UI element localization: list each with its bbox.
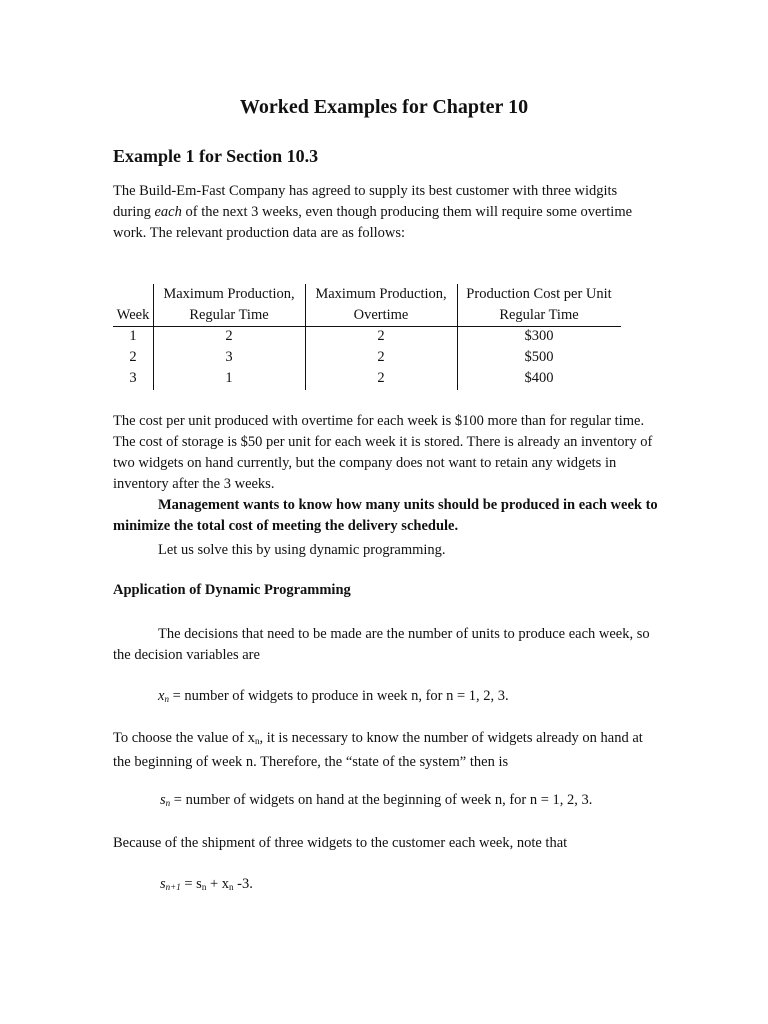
table-cell-week: 3 [129,370,137,386]
table-cell-overtime: 2 [377,370,385,386]
header-max-overtime-1: Maximum Production, [315,286,447,302]
page-title: Worked Examples for Chapter 10 [239,96,529,118]
choose-text-2: , it is necessary to know the number of widgets already on hand at the beginning of week n. Therefore, the “state of the system” then is [113,730,643,770]
application-heading: Application of Dynamic Programming [113,582,351,598]
eq-r-sub2: n [201,882,207,892]
header-max-regular-2: Regular Time [189,307,269,323]
header-max-regular-1: Maximum Production, [163,286,295,302]
equation-s [160,792,592,809]
choose-text-1: To choose the value of x [113,730,255,746]
eq-x-var: x [158,688,165,704]
eq-s-sub: n [165,798,171,808]
table-cell-regular: 2 [225,328,233,344]
production-table [113,284,621,390]
header-cost-1: Production Cost per Unit [466,286,612,302]
eq-r-mid: = s [180,876,202,892]
choose-sub: n [254,736,260,746]
management-paragraph: Management wants to know how many units should be produced in each week to minimize the total cost of meeting the delivery schedule. [113,497,658,534]
eq-s-text: = number of widgets on hand at the beginning of week n, for n = 1, 2, 3. [170,792,593,808]
table-cell-overtime: 2 [377,349,385,365]
equation-x [158,688,509,705]
table-cell-cost: $500 [524,349,554,365]
intro-paragraph [113,181,658,244]
cost-paragraph: The cost per unit produced with overtime for each week is $100 more than for regular time. The cost of storage is $50 per unit for each week it is stored. There is already an inventory of two widgets on hand currently, but the company does not want to retain any widgets in inventory after the 3 weeks. [113,413,653,492]
eq-s-var: s [160,792,166,808]
table-cell-regular: 1 [225,370,233,386]
table-cell-overtime: 2 [377,328,385,344]
header-max-overtime-2: Overtime [353,307,409,323]
solve-paragraph: Let us solve this by using dynamic programming. [158,542,446,558]
table-cell-week: 1 [129,328,137,344]
table-cell-cost: $400 [524,370,554,386]
table-cell-regular: 3 [225,349,233,365]
table-cell-week: 2 [129,349,137,365]
eq-r-sub3: n [229,882,234,892]
intro-emphasis: each [154,204,182,220]
shipment-paragraph: Because of the shipment of three widgets to the customer each week, note that [113,835,568,851]
eq-x-text: = number of widgets to produce in week n, for n = 1, 2, 3. [168,688,509,704]
choose-paragraph [113,728,658,773]
intro-text-1: The Build-Em-Fast Company has agreed to supply its best customer with three widgits during [113,183,618,220]
eq-x-sub: n [164,694,169,704]
header-cost-2: Regular Time [499,307,579,323]
eq-r-var: s [160,876,166,892]
eq-r-end: -3. [233,876,253,892]
eq-r-sub1: n+1 [165,882,181,892]
intro-text-2: of the next 3 weeks, even though producing them will require some overtime work. The relevant production data are as follows: [113,204,633,241]
decisions-paragraph: The decisions that need to be made are the number of units to produce each week, so the decision variables are [113,626,650,663]
table-cell-cost: $300 [524,328,554,344]
section-heading: Example 1 for Section 10.3 [113,146,319,166]
equation-recurrence [160,876,253,893]
eq-r-plus: + x [206,876,229,892]
header-week: Week [116,307,150,323]
